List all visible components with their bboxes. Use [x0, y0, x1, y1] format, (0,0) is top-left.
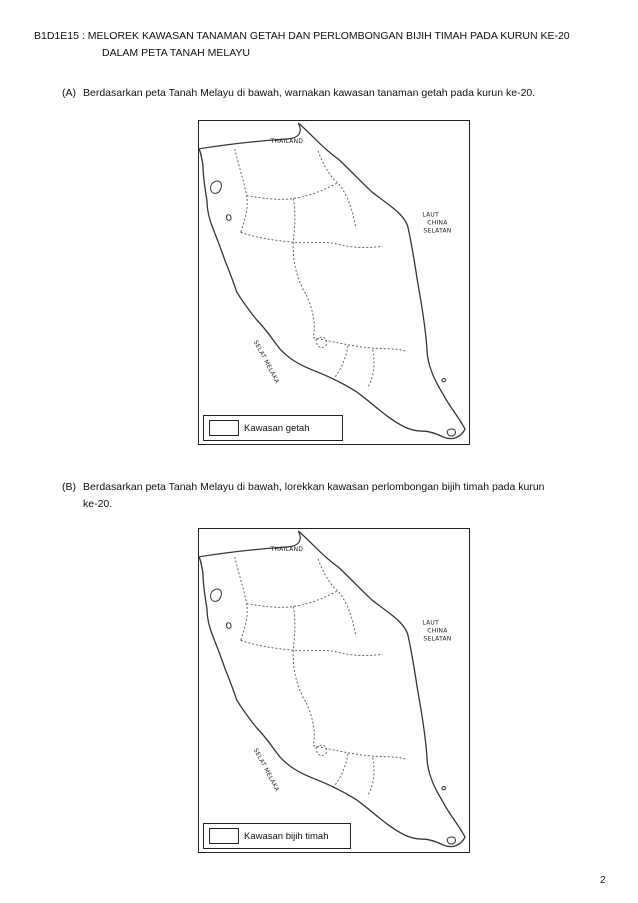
- map-b-label-lcs-3: SELATAN: [423, 635, 452, 643]
- map-a-legend: [203, 415, 343, 441]
- worksheet-title-line-1: B1D1E15 : MELOREK KAWASAN TANAMAN GETAH DAN PERLOMBONGAN BIJIH TIMAH PADA KURUN KE-20: [34, 30, 570, 42]
- question-b-text-line-1: Berdasarkan peta Tanah Melayu di bawah, lorekkan kawasan perlombongan bijih timah pada kurun: [83, 481, 545, 493]
- question-b-marker: (B): [62, 481, 76, 493]
- worksheet-title-line-2: DALAM PETA TANAH MELAYU: [102, 47, 251, 59]
- map-b-label-thailand: THAILAND: [270, 545, 304, 553]
- map-b-legend: [203, 823, 351, 849]
- map-a-peninsular-malaysia: [199, 121, 469, 444]
- map-b-label-lcs-1: LAUT: [422, 619, 440, 627]
- question-a-marker: (A): [62, 87, 76, 99]
- page-number: 2: [600, 875, 606, 886]
- map-b-label-lcs-2: CHINA: [427, 627, 448, 635]
- map-a-label-selat: SELAT MELAKA: [251, 339, 281, 385]
- map-b-frame: [198, 528, 470, 853]
- question-b-text-line-2: ke-20.: [83, 498, 113, 510]
- map-a-label-lcs-2: CHINA: [427, 219, 448, 227]
- map-a-label-lcs-3: SELATAN: [423, 227, 452, 235]
- map-b-label-selat: SELAT MELAKA: [251, 747, 281, 793]
- question-a-text: Berdasarkan peta Tanah Melayu di bawah, warnakan kawasan tanaman getah pada kurun ke-20.: [83, 87, 536, 99]
- map-b-peninsular-malaysia: [199, 529, 469, 852]
- legend-a-label: Kawasan getah: [244, 422, 310, 434]
- map-a-label-lcs-1: LAUT: [422, 211, 440, 219]
- map-a-label-thailand: THAILAND: [270, 137, 304, 145]
- legend-a-swatch[interactable]: [209, 420, 239, 436]
- map-a-frame: [198, 120, 470, 445]
- legend-b-label: Kawasan bijih timah: [244, 830, 329, 842]
- legend-b-swatch[interactable]: [209, 828, 239, 844]
